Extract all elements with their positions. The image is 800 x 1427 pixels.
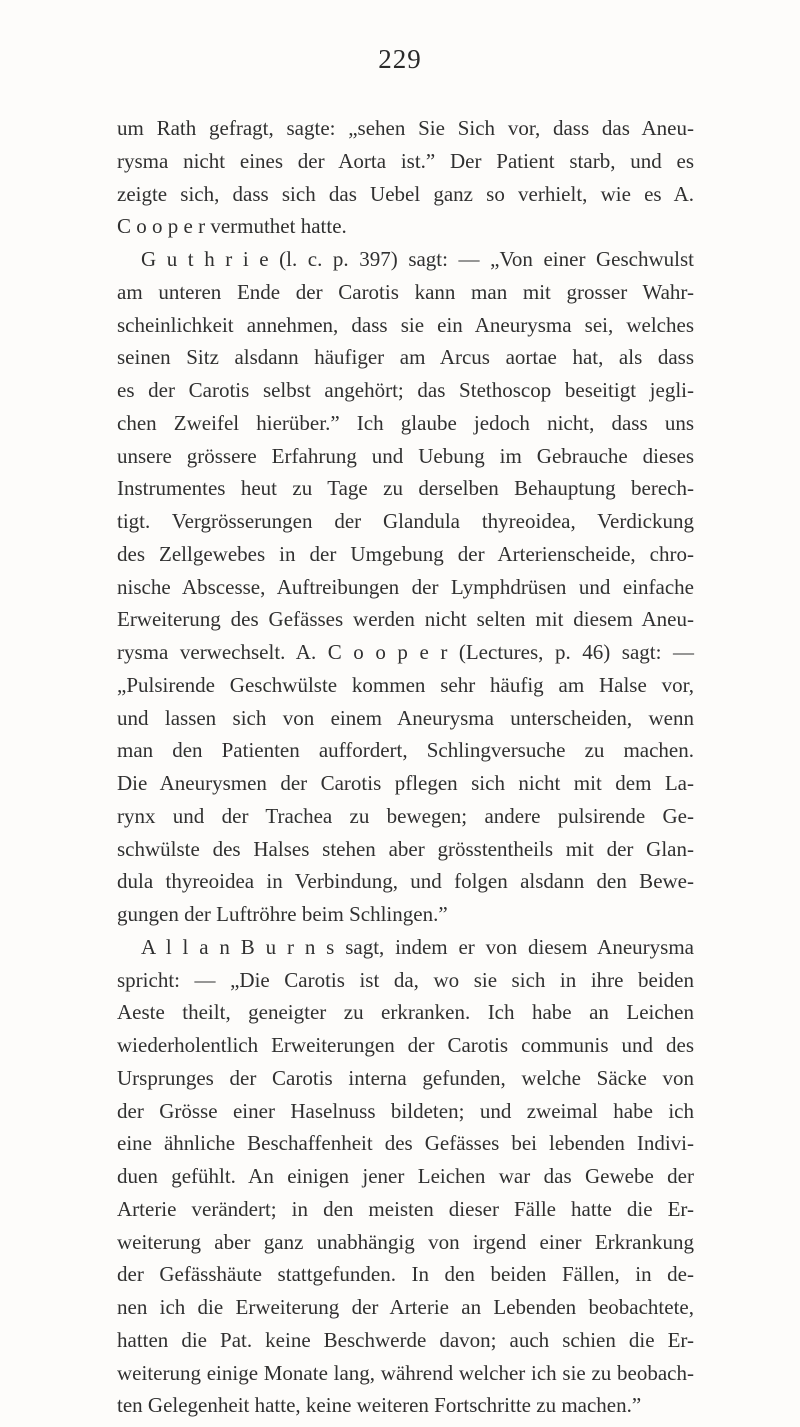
text-line: zeigte sich, dass sich das Uebel ganz so verhielt, wie es A. [117, 181, 694, 206]
text-line: schwülste des Halses stehen aber grösstentheils mit der Glan- [117, 836, 694, 861]
text-line: Aeste theilt, geneigter zu erkranken. Ich habe an Leichen [117, 1000, 694, 1025]
text-line: gungen der Luftröhre beim Schlingen.” [117, 902, 448, 926]
text-line: Die Aneurysmen der Carotis pflegen sich nicht mit dem La- [117, 771, 694, 795]
text-line: es der Carotis selbst angehört; das Stethoscop beseitigt jegli- [117, 378, 694, 402]
text-line: und lassen sich von einem Aneurysma unterscheiden, wenn [117, 705, 694, 730]
text-line: scheinlichkeit annehmen, dass sie ein Aneurysma sei, welches [117, 312, 694, 337]
text-line: man den Patienten auffordert, Schlingversuche zu machen. [117, 738, 694, 763]
text-line: am unteren Ende der Carotis kann man mit grosser Wahr- [117, 279, 694, 304]
text-line: der Grösse einer Haselnuss bildeten; und zweimal habe ich [117, 1098, 694, 1123]
text-line: duen gefühlt. An einigen jener Leichen war das Gewebe der [117, 1164, 694, 1188]
text-line: tigt. Vergrösserungen der Glandula thyreoidea, Verdickung [117, 509, 694, 533]
text-line: rysma nicht eines der Aorta ist.” Der Patient starb, und es [117, 148, 694, 173]
text-line: dula thyreoidea in Verbindung, und folgen alsdann den Bewe- [117, 869, 694, 894]
text-line: rynx und der Trachea zu bewegen; andere pulsirende Ge- [117, 803, 694, 828]
text-line: der Gefässhäute stattgefunden. In den beiden Fällen, in de- [117, 1262, 694, 1287]
text-line: nen ich die Erweiterung der Arterie an Lebenden beobachtete, [117, 1295, 694, 1319]
text-line: „Pulsirende Geschwülste kommen sehr häufig am Halse vor, [117, 672, 694, 697]
text-line: weiterung einige Monate lang, während welcher ich sie zu beobach- [117, 1360, 694, 1385]
text-line: Ursprunges der Carotis interna gefunden, welche Säcke von [117, 1065, 694, 1090]
text-line: seinen Sitz alsdann häufiger am Arcus aortae hat, als dass [117, 345, 694, 370]
text-line: chen Zweifel hierüber.” Ich glaube jedoch nicht, dass uns [117, 410, 694, 435]
text-line: hatten die Pat. keine Beschwerde davon; auch schien die Er- [117, 1327, 694, 1352]
text-line: Erweiterung des Gefässes werden nicht selten mit diesem Aneu- [117, 607, 694, 632]
text-line: nische Abscesse, Auftreibungen der Lymphdrüsen und einfache [117, 574, 694, 599]
text-line: wiederholentlich Erweiterungen der Carotis communis und des [117, 1033, 694, 1057]
text-line: A l l a n B u r n s sagt, indem er von diesem Aneurysma [141, 934, 694, 959]
text-line: um Rath gefragt, sagte: „sehen Sie Sich vor, dass das Aneu- [117, 116, 694, 140]
text-line: ten Gelegenheit hatte, keine weiteren Fortschritte zu machen.” [117, 1393, 642, 1418]
text-line: C o o p e r vermuthet hatte. [117, 214, 347, 239]
text-line: weiterung aber ganz unabhängig von irgend einer Erkrankung [117, 1229, 694, 1254]
text-line: Instrumentes heut zu Tage zu derselben Behauptung berech- [117, 476, 694, 501]
text-line: Arterie verändert; in den meisten dieser Fälle hatte die Er- [117, 1196, 694, 1221]
text-line: spricht: — „Die Carotis ist da, wo sie sich in ihre beiden [117, 967, 694, 992]
text-line: unsere grössere Erfahrung und Uebung im Gebrauche dieses [117, 443, 694, 468]
page-number: 229 [378, 44, 422, 74]
body-text [117, 112, 694, 1422]
text-line: des Zellgewebes in der Umgebung der Arterienscheide, chro- [117, 541, 694, 566]
text-line: G u t h r i e (l. c. p. 397) sagt: — „Von einer Geschwulst [141, 247, 694, 271]
text-line: rysma verwechselt. A. C o o p e r (Lectures, p. 46) sagt: — [117, 640, 694, 664]
text-line: eine ähnliche Beschaffenheit des Gefässes bei lebenden Indivi- [117, 1131, 694, 1156]
